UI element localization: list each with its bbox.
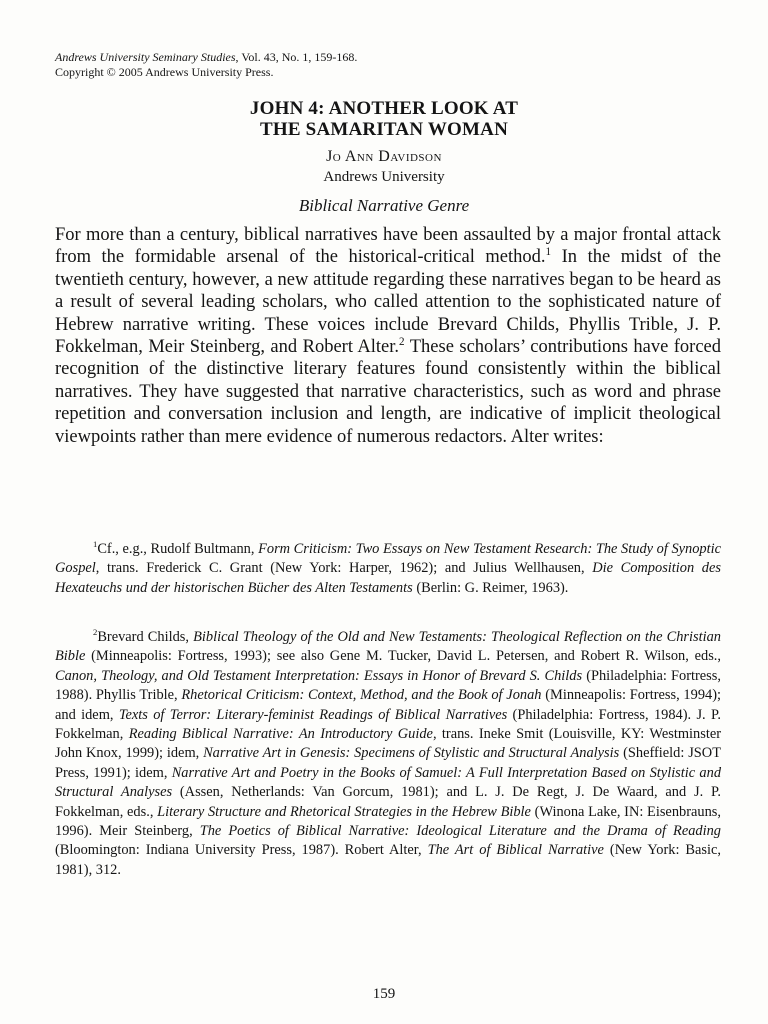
footnote-2-text: Brevard Childs,	[97, 629, 194, 645]
body-text-1: For more than a century, biblical narratives have been assaulted by a major frontal attack from the formidable arsenal of the historical-critical method.	[55, 225, 721, 268]
footnote-2-italic: Narrative Art and Poetry in the Books of Samuel: A Full Interpretation Based on Stylistic and Structural Analyses	[55, 764, 722, 801]
footnote-1	[55, 540, 721, 598]
body-text-3: These scholars’ contributions have forced recognition of the distinctive literary features found consistently within the biblical narratives. They have suggested that narrative characteristics, such as word and phrase repetition and conversation inclusion and length, are indicative of implicit theological viewpoints rather than mere evidence of numerous redactors. Alter writes:	[55, 337, 721, 447]
citation-line	[55, 50, 357, 65]
footnote-2-italic: Biblical Theology of the Old and New Testaments: Theological Reflection on the Christian Bible	[55, 629, 721, 665]
footnote-2-italic: Texts of Terror: Literary-feminist Readings of Biblical Narratives	[118, 706, 508, 723]
title-line-1: JOHN 4: ANOTHER LOOK AT	[249, 98, 519, 119]
footnote-2-text: (Philadelphia: Fortress, 1984). J. P. Fokkelman,	[55, 706, 721, 743]
footnote-2-italic: Narrative Art in Genesis: Specimens of Stylistic and Structural Analysis	[203, 745, 620, 762]
footnote-1-text: (Berlin: G. Reimer, 1963).	[412, 579, 569, 596]
footnote-2-text: (New York: Basic, 1981), 312.	[55, 842, 721, 878]
footnote-2-text: (Bloomington: Indiana University Press, 1987). Robert Alter,	[55, 842, 428, 859]
footnote-2	[55, 628, 721, 880]
author-name: Jo Ann Davidson	[326, 148, 442, 165]
footnote-2-italic: Canon, Theology, and Old Testament Interpretation: Essays in Honor of Brevard S. Childs	[55, 667, 583, 684]
author-affiliation: Andrews University	[323, 169, 445, 185]
section-heading: Biblical Narrative Genre	[298, 196, 470, 215]
footnote-2-italic: The Poetics of Biblical Narrative: Ideological Literature and the Drama of Reading	[199, 823, 721, 840]
article-title	[0, 98, 768, 140]
title-line-2: THE SAMARITAN WOMAN	[260, 119, 508, 140]
footnote-2-text: (Philadelphia: Fortress, 1988). Phyllis Trible,	[55, 667, 721, 704]
page-number: 159	[372, 986, 396, 1002]
footnote-2-mark: 2	[93, 627, 98, 638]
footnote-2-text: (Minneapolis: Fortress, 1994); and idem,	[55, 687, 721, 723]
journal-header	[55, 50, 357, 80]
footnote-2-italic: Reading Biblical Narrative: An Introductory Guide	[128, 726, 433, 743]
footnote-2-italic: Literary Structure and Rhetorical Strategies in the Hebrew Bible	[157, 803, 531, 820]
journal-name: Andrews University Seminary Studies	[55, 50, 236, 64]
footnote-ref-1: 1	[545, 246, 552, 259]
footnote-2-text: (Sheffield: JSOT Press, 1991); idem,	[55, 745, 721, 781]
copyright-line: Copyright © 2005 Andrews University Press.	[55, 65, 274, 79]
footnote-1-mark: 1	[93, 539, 98, 550]
journal-issue: , Vol. 43, No. 1, 159-168.	[235, 50, 358, 64]
body-paragraph	[55, 224, 721, 448]
footnote-2-italic: Rhetorical Criticism: Context, Method, and the Book of Jonah	[181, 687, 542, 704]
footnote-1-text: Cf., e.g., Rudolf Bultmann,	[97, 541, 259, 557]
body-text-2: In the midst of the twentieth century, however, a new attitude regarding these narratives began to be heard as a result of several leading scholars, who called attention to the sophisticated nature of Hebrew narrative writing. These voices include Brevard Childs, Phyllis Trible, J. P. Fokkelman, Meir Steinberg, and Robert Alter.	[55, 247, 721, 358]
footnote-ref-2: 2	[399, 335, 405, 348]
footnote-2-text: (Assen, Netherlands: Van Gorcum, 1981); and L. J. De Regt, J. De Waard, and J. P. Fokkelman, eds.,	[55, 784, 721, 820]
footnote-2-italic: The Art of Biblical Narrative	[427, 842, 604, 859]
footnote-2-text: (Winona Lake, IN: Eisenbrauns, 1996). Meir Steinberg,	[55, 803, 721, 840]
footnote-2-text: , trans. Ineke Smit (Louisville, KY: Westminster John Knox, 1999); idem,	[55, 726, 721, 762]
footnote-1-italic: Form Criticism: Two Essays on New Testament Research: The Study of Synoptic Gospel	[55, 541, 722, 577]
footnote-1-italic: Die Composition des Hexateuchs und der historischen Bücher des Alten Testaments	[55, 560, 721, 596]
footnote-2-text: (Minneapolis: Fortress, 1993); see also Gene M. Tucker, David L. Petersen, and Robert R. Wilson, eds.,	[85, 648, 721, 665]
footnote-1-text: , trans. Frederick C. Grant (New York: Harper, 1962); and Julius Wellhausen,	[95, 560, 593, 577]
